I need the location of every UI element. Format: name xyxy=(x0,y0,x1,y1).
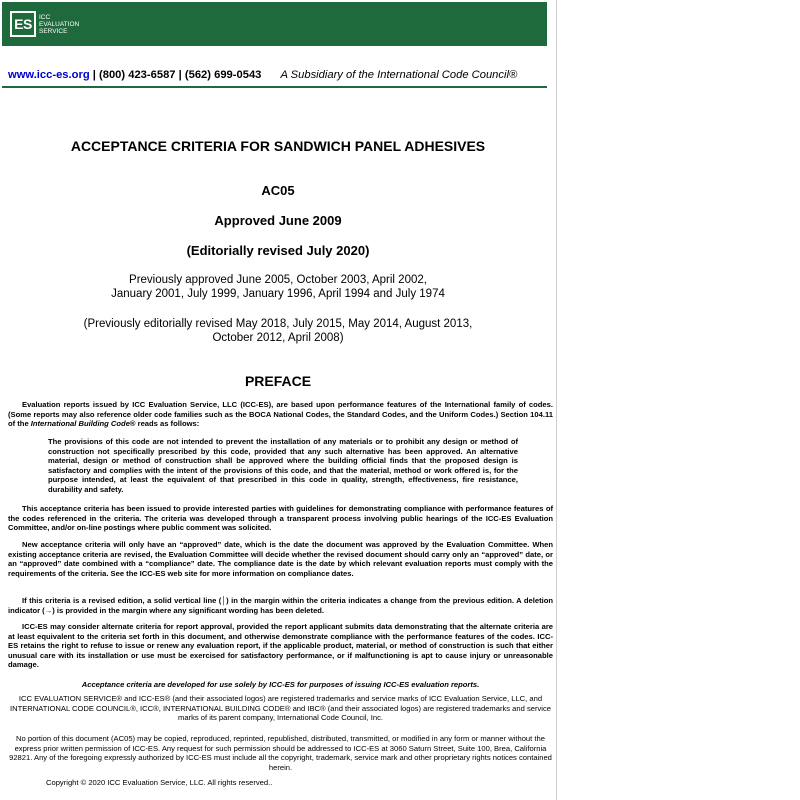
previously-approved-line-1: Previously approved June 2005, October 2003, April 2002, xyxy=(129,274,427,286)
previously-revised-line-1: (Previously editorially revised May 2018, July 2015, May 2014, August 2013, xyxy=(83,318,473,330)
preface-heading: PREFACE xyxy=(244,373,312,389)
trademark-notice: ICC EVALUATION SERVICE® and ICC-ES® (and their associated logos) are registered trademarks and service marks of ICC Evaluation Service, LLC, and INTERNATIONAL CODE COUNCIL®, ICC®, INTERNATIONAL BUILDING CODE® and IBC® (and their associated logos) are registered trademarks and service marks of its parent company, International Code Council, Inc. xyxy=(9,694,552,723)
copyright-notice: Copyright © 2020 ICC Evaluation Service, LLC. All rights reserved.. xyxy=(46,778,273,787)
logo-line-3: SERVICE xyxy=(39,27,68,35)
previously-revised-line-2: October 2012, April 2008) xyxy=(212,332,344,344)
separator-2: | xyxy=(175,69,185,81)
logo-mark: ES xyxy=(10,11,36,37)
header-rule xyxy=(2,86,547,88)
preface-paragraph-5: ICC-ES may consider alternate criteria for report approval, provided the report applicant submits data demonstrating that the alternate criteria are at least equivalent to the criteria set forth in this document, and otherwise demonstrate compliance with the performance features of the codes. ICC-ES retains the right to refuse to issue or renew any evaluation report, if the applicable product, material, or method of construction is such that either unusual care with its installation or use must be exercised for satisfactory performance, or if malfunctioning is apt to cause injury or unreasonable damage. xyxy=(8,622,553,670)
logo-wordmark xyxy=(39,14,79,35)
logo-line-2: EVALUATION xyxy=(39,20,80,28)
separator-1: | xyxy=(89,69,100,81)
previously-approved-line-2: January 2001, July 1999, January 1996, April 1994 and July 1974 xyxy=(111,288,445,300)
preface-p1-text-a: Evaluation reports issued by ICC Evaluation Service, LLC (ICC-ES), are based upon performance features of the International family of codes. (Some reports may also reference older code families such as the BOCA National Codes, the Standard Codes, and the Uniform Codes.) Section 104.11 of the xyxy=(8,400,553,429)
document-code: AC05 xyxy=(261,183,295,198)
contact-bar xyxy=(0,69,556,81)
preface-paragraph-4: If this criteria is a revised edition, a solid vertical line (│) in the margin within the criteria indicates a change from the previous edition. A deletion indicator (→) is provided in the margin where any significant wording has been deleted. xyxy=(8,596,553,615)
ibc-title: International Building Code xyxy=(30,419,130,429)
preface-paragraph-3: New acceptance criteria will only have an “approved” date, which is the date the document was approved by the Evaluation Committee. When existing acceptance criteria are revised, the Evaluation Committee will decide whether the revised document should carry only an “approved” date, or an “approved” date combined with a “compliance” date. The compliance date is the date by which relevant evaluation reports must comply with the requirements of the criteria. See the ICC-ES web site for more information on compliance dates. xyxy=(8,540,553,578)
header-banner xyxy=(2,2,547,46)
document-title: ACCEPTANCE CRITERIA FOR SANDWICH PANEL ADHESIVES xyxy=(70,138,486,154)
website-link[interactable]: www.icc-es.org xyxy=(8,69,90,81)
previously-revised xyxy=(0,317,556,345)
icc-es-logo xyxy=(10,11,79,37)
previously-approved xyxy=(0,273,556,301)
phone-2: (562) 699-0543 xyxy=(184,69,262,81)
approved-date: Approved June 2009 xyxy=(214,213,342,228)
subsidiary-text: A Subsidiary of the International Code Council® xyxy=(280,69,518,81)
code-quote: The provisions of this code are not intended to prevent the installation of any materials or to prohibit any design or method of construction not specifically prescribed by this code, provided that any such alternative has been approved. An alternative material, design or method of construction shall be approved where the building official finds that the proposed design is satisfactory and complies with the intent of the provisions of this code, and that the material, method or work offered is, for the purpose intended, at least the equivalent of that prescribed in this code in quality, strength, effectiveness, fire resistance, durability and safety. xyxy=(48,437,518,494)
logo-line-1: ICC xyxy=(39,13,51,21)
preface-paragraph-1 xyxy=(8,400,553,429)
preface-paragraph-2: This acceptance criteria has been issued to provide interested parties with guidelines for demonstrating compliance with performance features of the codes referenced in the criteria. The criteria was developed through a transparent process involving public hearings of the ICC-ES Evaluation Committee, and/or on-line postings where public comment was solicited. xyxy=(8,504,553,533)
usage-notice: Acceptance criteria are developed for use solely by ICC-ES for purposes of issuing ICC-ES evaluation reports. xyxy=(81,680,480,689)
revised-date: (Editorially revised July 2020) xyxy=(186,243,370,258)
preface-p1-text-b: ® reads as follows: xyxy=(129,419,200,429)
reproduction-notice: No portion of this document (AC05) may be copied, reproduced, reprinted, republished, distributed, transmitted, or modified in any form or manner without the express prior written permission of ICC-ES. Any request for such permission should be addressed to ICC-ES at 3060 Saturn Street, Suite 100, Brea, California 92821. Any of the foregoing expressly authorized by ICC-ES must include all the copyright, trademark, service mark and other proprietary rights notices contained herein. xyxy=(9,734,552,772)
phone-1: (800) 423-6587 xyxy=(99,69,176,81)
